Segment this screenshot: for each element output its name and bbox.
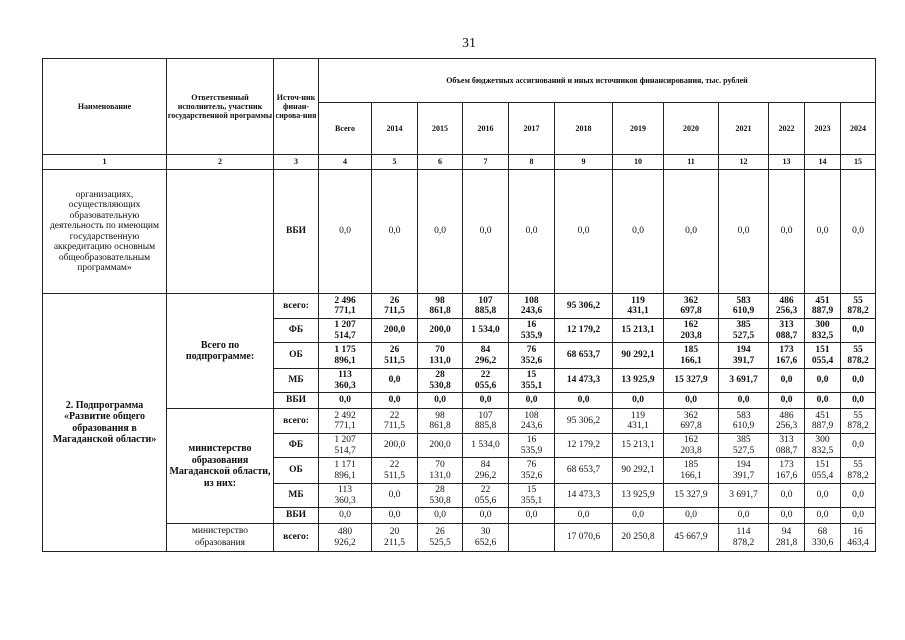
value-cell: 0,0 [841, 393, 876, 409]
value-cell: 0,0 [418, 508, 463, 524]
page-number: 31 [462, 36, 476, 51]
value-cell: 28 530,8 [418, 484, 463, 508]
column-number: 12 [719, 155, 769, 170]
source-cell: ВБИ [274, 170, 319, 294]
value-cell: 68 330,6 [805, 524, 841, 552]
column-number: 5 [372, 155, 418, 170]
value-cell: 385 527,5 [719, 434, 769, 458]
value-cell: 0,0 [841, 319, 876, 343]
value-cell: 90 292,1 [613, 343, 664, 369]
value-cell: 76 352,6 [509, 458, 555, 484]
value-cell: 0,0 [664, 508, 719, 524]
value-cell: 22 711,5 [372, 409, 418, 434]
value-cell: 0,0 [769, 393, 805, 409]
column-number: 1 [43, 155, 167, 170]
value-cell: 16 535,9 [509, 319, 555, 343]
value-cell: 0,0 [719, 393, 769, 409]
value-cell: 0,0 [418, 393, 463, 409]
value-cell: 13 925,9 [613, 484, 664, 508]
value-cell: 3 691,7 [719, 369, 769, 393]
value-cell: 108 243,6 [509, 409, 555, 434]
header-year: 2015 [418, 103, 463, 155]
column-number: 2 [167, 155, 274, 170]
source-cell: ОБ [274, 458, 319, 484]
value-cell: 173 167,6 [769, 343, 805, 369]
value-cell: 0,0 [555, 170, 613, 294]
value-cell [509, 524, 555, 552]
value-cell: 70 131,0 [418, 458, 463, 484]
source-cell: ФБ [274, 319, 319, 343]
value-cell: 22 055,6 [463, 369, 509, 393]
header-year: 2014 [372, 103, 418, 155]
value-cell: 84 296,2 [463, 458, 509, 484]
source-cell: всего: [274, 409, 319, 434]
value-cell: 0,0 [319, 393, 372, 409]
column-number: 8 [509, 155, 555, 170]
value-cell: 16 463,4 [841, 524, 876, 552]
column-number: 13 [769, 155, 805, 170]
value-cell: 1 207 514,7 [319, 319, 372, 343]
value-cell: 2 492 771,1 [319, 409, 372, 434]
value-cell: 0,0 [372, 369, 418, 393]
source-cell: всего: [274, 524, 319, 552]
value-cell: 0,0 [719, 170, 769, 294]
value-cell: 0,0 [841, 434, 876, 458]
header-year: 2022 [769, 103, 805, 155]
column-number: 3 [274, 155, 319, 170]
value-cell: 0,0 [509, 393, 555, 409]
value-cell: 0,0 [805, 170, 841, 294]
value-cell: 0,0 [805, 508, 841, 524]
value-cell: 486 256,3 [769, 409, 805, 434]
value-cell: 0,0 [805, 484, 841, 508]
header-year: 2023 [805, 103, 841, 155]
value-cell: 15 213,1 [613, 434, 664, 458]
value-cell: 17 070,6 [555, 524, 613, 552]
table-row [43, 409, 876, 434]
value-cell: 70 131,0 [418, 343, 463, 369]
value-cell: 0,0 [664, 393, 719, 409]
value-cell: 94 281,8 [769, 524, 805, 552]
header-year: 2019 [613, 103, 664, 155]
value-cell: 583 610,9 [719, 409, 769, 434]
value-cell: 1 175 896,1 [319, 343, 372, 369]
value-cell: 313 088,7 [769, 319, 805, 343]
value-cell: 0,0 [613, 393, 664, 409]
value-cell: 108 243,6 [509, 294, 555, 319]
column-number: 6 [418, 155, 463, 170]
value-cell: 113 360,3 [319, 369, 372, 393]
executor-cell: министерство образования Магаданской области, из них: [167, 409, 274, 524]
value-cell: 68 653,7 [555, 458, 613, 484]
value-cell: 0,0 [463, 393, 509, 409]
column-number: 9 [555, 155, 613, 170]
header-year: 2018 [555, 103, 613, 155]
value-cell: 119 431,1 [613, 409, 664, 434]
value-cell: 20 211,5 [372, 524, 418, 552]
value-cell: 14 473,3 [555, 369, 613, 393]
value-cell: 362 697,8 [664, 294, 719, 319]
value-cell: 107 885,8 [463, 294, 509, 319]
value-cell: 451 887,9 [805, 409, 841, 434]
value-cell: 30 652,6 [463, 524, 509, 552]
value-cell: 0,0 [841, 369, 876, 393]
value-cell: 480 926,2 [319, 524, 372, 552]
value-cell: 162 203,8 [664, 319, 719, 343]
value-cell: 55 878,2 [841, 294, 876, 319]
column-number: 7 [463, 155, 509, 170]
header-executor: Ответственный исполнитель, участник государственной программы [167, 59, 274, 155]
value-cell: 26 511,5 [372, 343, 418, 369]
value-cell: 0,0 [841, 170, 876, 294]
value-cell: 200,0 [372, 319, 418, 343]
value-cell: 313 088,7 [769, 434, 805, 458]
value-cell: 185 166,1 [664, 343, 719, 369]
column-number: 4 [319, 155, 372, 170]
value-cell: 0,0 [463, 508, 509, 524]
value-cell: 26 711,5 [372, 294, 418, 319]
value-cell: 0,0 [769, 170, 805, 294]
value-cell: 200,0 [418, 434, 463, 458]
source-cell: ВБИ [274, 393, 319, 409]
source-cell: ВБИ [274, 508, 319, 524]
column-number: 14 [805, 155, 841, 170]
value-cell: 151 055,4 [805, 343, 841, 369]
value-cell: 185 166,1 [664, 458, 719, 484]
value-cell: 12 179,2 [555, 434, 613, 458]
value-cell: 0,0 [418, 170, 463, 294]
value-cell: 90 292,1 [613, 458, 664, 484]
value-cell: 15 213,1 [613, 319, 664, 343]
value-cell: 114 878,2 [719, 524, 769, 552]
value-cell: 200,0 [372, 434, 418, 458]
value-cell: 12 179,2 [555, 319, 613, 343]
header-year: 2020 [664, 103, 719, 155]
source-cell: ОБ [274, 343, 319, 369]
executor-cell: министерство образования [167, 524, 274, 552]
value-cell: 28 530,8 [418, 369, 463, 393]
value-cell: 2 496 771,1 [319, 294, 372, 319]
header-year: 2017 [509, 103, 555, 155]
value-cell: 107 885,8 [463, 409, 509, 434]
value-cell: 0,0 [319, 170, 372, 294]
value-cell: 300 832,5 [805, 434, 841, 458]
value-cell: 26 525,5 [418, 524, 463, 552]
value-cell: 95 306,2 [555, 409, 613, 434]
value-cell: 194 391,7 [719, 458, 769, 484]
header-source: Источ-ник финан-сирова-ния [274, 59, 319, 155]
value-cell: 0,0 [509, 508, 555, 524]
table-row [43, 524, 876, 552]
table-row [43, 294, 876, 319]
value-cell: 15 355,1 [509, 484, 555, 508]
value-cell: 113 360,3 [319, 484, 372, 508]
value-cell: 0,0 [319, 508, 372, 524]
value-cell: 200,0 [418, 319, 463, 343]
value-cell: 0,0 [805, 393, 841, 409]
value-cell: 173 167,6 [769, 458, 805, 484]
value-cell: 55 878,2 [841, 343, 876, 369]
column-number: 11 [664, 155, 719, 170]
value-cell: 1 534,0 [463, 434, 509, 458]
value-cell: 0,0 [769, 484, 805, 508]
budget-table [42, 58, 876, 552]
value-cell: 0,0 [841, 508, 876, 524]
value-cell: 95 306,2 [555, 294, 613, 319]
value-cell: 0,0 [841, 484, 876, 508]
value-cell: 0,0 [805, 369, 841, 393]
section-name: организациях, осуществляющих образовательную деятельность по имеющим государственную аккредитацию основным общеобразовательным программам» [43, 170, 167, 294]
value-cell: 98 861,8 [418, 294, 463, 319]
value-cell: 76 352,6 [509, 343, 555, 369]
value-cell: 84 296,2 [463, 343, 509, 369]
value-cell: 16 535,9 [509, 434, 555, 458]
source-cell: МБ [274, 369, 319, 393]
value-cell: 583 610,9 [719, 294, 769, 319]
value-cell: 1 171 896,1 [319, 458, 372, 484]
column-number: 10 [613, 155, 664, 170]
value-cell: 1 207 514,7 [319, 434, 372, 458]
table-row [43, 170, 876, 294]
value-cell: 15 327,9 [664, 369, 719, 393]
value-cell: 98 861,8 [418, 409, 463, 434]
value-cell: 0,0 [769, 508, 805, 524]
value-cell: 119 431,1 [613, 294, 664, 319]
value-cell: 20 250,8 [613, 524, 664, 552]
value-cell: 0,0 [664, 170, 719, 294]
value-cell: 194 391,7 [719, 343, 769, 369]
value-cell: 22 511,5 [372, 458, 418, 484]
value-cell: 362 697,8 [664, 409, 719, 434]
header-year: Всего [319, 103, 372, 155]
value-cell: 55 878,2 [841, 458, 876, 484]
value-cell: 486 256,3 [769, 294, 805, 319]
section-name: 2. Подпрограмма «Развитие общего образования в Магаданской области» [43, 294, 167, 552]
value-cell: 0,0 [555, 508, 613, 524]
value-cell: 151 055,4 [805, 458, 841, 484]
value-cell: 55 878,2 [841, 409, 876, 434]
value-cell: 15 355,1 [509, 369, 555, 393]
value-cell: 0,0 [372, 484, 418, 508]
source-cell: всего: [274, 294, 319, 319]
header-volume: Объем бюджетных ассигнований и иных источников финансирования, тыс. рублей [319, 59, 876, 103]
value-cell: 0,0 [719, 508, 769, 524]
header-year: 2016 [463, 103, 509, 155]
value-cell: 162 203,8 [664, 434, 719, 458]
value-cell: 0,0 [613, 508, 664, 524]
value-cell: 0,0 [372, 170, 418, 294]
value-cell: 3 691,7 [719, 484, 769, 508]
value-cell: 0,0 [372, 393, 418, 409]
value-cell: 0,0 [555, 393, 613, 409]
value-cell: 451 887,9 [805, 294, 841, 319]
value-cell: 15 327,9 [664, 484, 719, 508]
header-year: 2024 [841, 103, 876, 155]
value-cell: 22 055,6 [463, 484, 509, 508]
source-cell: ФБ [274, 434, 319, 458]
value-cell: 0,0 [769, 369, 805, 393]
value-cell: 1 534,0 [463, 319, 509, 343]
value-cell: 300 832,5 [805, 319, 841, 343]
value-cell: 0,0 [372, 508, 418, 524]
value-cell: 14 473,3 [555, 484, 613, 508]
executor-cell: Всего по подпрограмме: [167, 294, 274, 409]
value-cell: 385 527,5 [719, 319, 769, 343]
value-cell: 68 653,7 [555, 343, 613, 369]
value-cell: 0,0 [463, 170, 509, 294]
value-cell: 13 925,9 [613, 369, 664, 393]
header-name: Наименование [43, 59, 167, 155]
value-cell: 0,0 [613, 170, 664, 294]
value-cell: 0,0 [509, 170, 555, 294]
header-year: 2021 [719, 103, 769, 155]
column-number: 15 [841, 155, 876, 170]
executor-cell [167, 170, 274, 294]
source-cell: МБ [274, 484, 319, 508]
value-cell: 45 667,9 [664, 524, 719, 552]
